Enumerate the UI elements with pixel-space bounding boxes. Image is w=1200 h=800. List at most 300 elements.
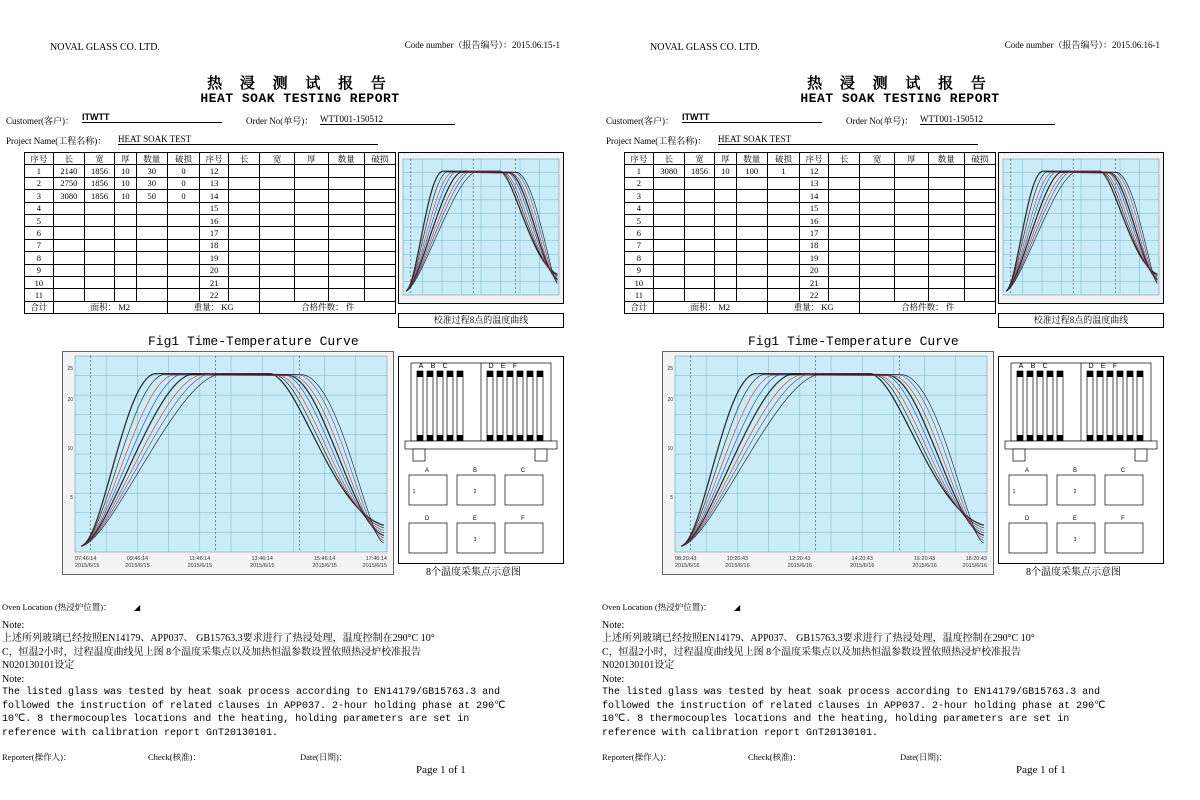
project-label: Project Name(工程名称)： xyxy=(606,136,707,146)
table-cell xyxy=(295,264,329,276)
table-row xyxy=(25,289,396,301)
location-box xyxy=(505,523,543,553)
sensor-bottom xyxy=(527,435,533,441)
table-cell xyxy=(167,202,199,214)
position-label: D xyxy=(488,363,494,370)
table-cell xyxy=(136,252,167,264)
table-cell: 0 xyxy=(167,165,199,177)
rack-base xyxy=(1005,441,1157,449)
project-value: HEAT SOAK TEST xyxy=(118,134,378,145)
table-cell xyxy=(364,289,395,301)
table-cell xyxy=(895,227,929,239)
table-row xyxy=(625,239,996,251)
table-cell xyxy=(895,190,929,202)
glass-pane xyxy=(1127,371,1133,441)
table-cell xyxy=(136,227,167,239)
x-tick-label: 09:46:14 2015/6/15 xyxy=(125,556,150,569)
position-label: A xyxy=(1018,363,1024,370)
code-number: Code number（报告编号）：2015.06.16-1 xyxy=(1004,40,1160,50)
table-cell xyxy=(328,202,364,214)
box-number: 3 xyxy=(473,537,477,543)
table-cell xyxy=(860,252,895,264)
table-cell xyxy=(167,252,199,264)
table-cell xyxy=(653,276,684,288)
table-cell: 数量 xyxy=(136,153,167,165)
table-cell xyxy=(829,227,860,239)
sensor-top xyxy=(507,371,513,377)
table-row xyxy=(625,165,996,177)
table-cell xyxy=(328,165,364,177)
note-line: 上述所列玻璃已经按照EN14179、APP037、 GB15763.3要求进行了热浸处理，温度控制在290°C 10° xyxy=(2,633,435,644)
table-cell xyxy=(736,239,767,251)
table-cell xyxy=(167,276,199,288)
table-cell: 宽 xyxy=(85,153,115,165)
table-cell: 18 xyxy=(800,239,829,251)
time-temperature-plot xyxy=(662,351,994,575)
table-cell xyxy=(295,289,329,301)
table-header-row xyxy=(25,153,396,165)
table-cell xyxy=(260,239,295,251)
table-cell xyxy=(229,190,260,202)
table-cell: 0 xyxy=(167,190,199,202)
note-line: reference with calibration report GnT20130101. xyxy=(2,728,279,740)
table-cell xyxy=(767,177,799,189)
table-cell: 30 xyxy=(136,177,167,189)
location-box xyxy=(505,475,543,505)
total-cell: 重量： KG xyxy=(767,301,859,313)
sensor-bottom xyxy=(1117,435,1123,441)
thermocouple-diagram xyxy=(998,356,1164,564)
note-label-cn: Note: xyxy=(602,620,625,631)
table-cell xyxy=(364,264,395,276)
table-cell xyxy=(767,239,799,251)
table-cell xyxy=(860,227,895,239)
glass-pane xyxy=(1087,371,1093,441)
table-cell xyxy=(167,227,199,239)
table-cell xyxy=(860,289,895,301)
table-cell xyxy=(964,276,995,288)
table-cell xyxy=(964,165,995,177)
table-cell xyxy=(229,227,260,239)
table-cell: 16 xyxy=(800,214,829,226)
calibration-caption: 校准过程8点的温度曲线 xyxy=(998,313,1164,328)
table-cell xyxy=(829,190,860,202)
table-cell xyxy=(653,214,684,226)
code-number: Code number（报告编号）：2015.06.15-1 xyxy=(404,40,560,50)
table-cell xyxy=(715,276,737,288)
table-cell: 18 xyxy=(200,239,229,251)
table-cell xyxy=(260,177,295,189)
table-cell xyxy=(928,214,964,226)
y-tick-label: 25 xyxy=(67,365,73,372)
title-english: HEAT SOAK TESTING REPORT xyxy=(800,91,1000,106)
company-name: NOVAL GLASS CO. LTD. xyxy=(50,42,160,53)
glass-pane xyxy=(527,371,533,441)
table-cell xyxy=(767,202,799,214)
table-cell xyxy=(85,276,115,288)
table-cell xyxy=(895,264,929,276)
table-cell xyxy=(928,264,964,276)
rack-foot xyxy=(1135,449,1147,461)
table-cell xyxy=(860,264,895,276)
table-cell xyxy=(653,264,684,276)
glass-pane xyxy=(507,371,513,441)
table-row xyxy=(625,202,996,214)
table-cell xyxy=(715,264,737,276)
table-cell xyxy=(328,264,364,276)
table-cell: 序号 xyxy=(800,153,829,165)
table-cell xyxy=(260,252,295,264)
x-tick-label: 08:20:43 2015/6/16 xyxy=(675,556,700,569)
thermocouple-caption: 8个温度采集点示意图 xyxy=(1026,567,1121,578)
table-row xyxy=(625,190,996,202)
sensor-top xyxy=(1017,371,1023,377)
table-cell: 宽 xyxy=(860,153,895,165)
table-cell xyxy=(895,289,929,301)
table-cell xyxy=(295,165,329,177)
sensor-bottom xyxy=(457,435,463,441)
oven-mark: ◢ xyxy=(134,603,141,612)
table-cell xyxy=(829,177,860,189)
thermocouple-caption: 8个温度采集点示意图 xyxy=(426,567,521,578)
table-cell xyxy=(895,177,929,189)
table-cell: 数量 xyxy=(736,153,767,165)
report-page-2 xyxy=(600,0,1200,800)
position-label: B xyxy=(430,363,436,370)
table-cell: 1856 xyxy=(85,165,115,177)
project-value: HEAT SOAK TEST xyxy=(718,134,978,145)
table-cell xyxy=(964,202,995,214)
note-line: 上述所列玻璃已经按照EN14179、APP037、 GB15763.3要求进行了热浸处理，温度控制在290°C 10° xyxy=(602,633,1035,644)
note-line: N020130101设定 xyxy=(602,660,675,671)
table-cell: 10 xyxy=(625,276,654,288)
note-line: reference with calibration report GnT20130101. xyxy=(602,728,879,740)
table-row xyxy=(25,177,396,189)
table-cell xyxy=(229,202,260,214)
table-cell xyxy=(829,276,860,288)
note-english xyxy=(602,686,1105,741)
box-label: F xyxy=(521,516,525,522)
box-label: B xyxy=(1072,468,1078,474)
table-cell xyxy=(964,252,995,264)
table-cell xyxy=(295,214,329,226)
x-tick-label: 15:46:14 2015/6/15 xyxy=(312,556,337,569)
table-cell xyxy=(260,190,295,202)
table-cell xyxy=(715,252,737,264)
customer-label: Customer(客户)： xyxy=(606,116,674,126)
table-cell xyxy=(715,177,737,189)
table-cell xyxy=(860,177,895,189)
table-cell xyxy=(295,227,329,239)
table-cell: 10 xyxy=(115,177,137,189)
glass-pane xyxy=(1137,371,1143,441)
table-cell xyxy=(715,190,737,202)
sensor-bottom xyxy=(447,435,453,441)
sensor-bottom xyxy=(1057,435,1063,441)
customer-label: Customer(客户)： xyxy=(6,116,74,126)
order-label: Order No(单号)： xyxy=(846,116,914,126)
table-cell xyxy=(115,289,137,301)
table-row xyxy=(625,227,996,239)
table-cell xyxy=(260,264,295,276)
table-row xyxy=(25,214,396,226)
table-cell xyxy=(964,264,995,276)
table-cell: 1856 xyxy=(685,165,715,177)
location-box xyxy=(409,523,447,553)
table-cell: 0 xyxy=(167,177,199,189)
table-cell xyxy=(53,264,84,276)
table-cell xyxy=(653,239,684,251)
time-temperature-svg xyxy=(63,352,393,574)
table-cell: 15 xyxy=(800,202,829,214)
table-cell: 2140 xyxy=(53,165,84,177)
date-label: Date(日期)： xyxy=(300,752,348,762)
sensor-top xyxy=(487,371,493,377)
table-cell xyxy=(229,276,260,288)
glass-pane xyxy=(537,371,543,441)
table-cell: 4 xyxy=(625,202,654,214)
x-tick-label: 17:46:14 2015/6/15 xyxy=(362,556,387,569)
page-number: Page 1 of 1 xyxy=(416,764,466,776)
table-cell xyxy=(829,239,860,251)
sensor-top xyxy=(1037,371,1043,377)
sensor-bottom xyxy=(1087,435,1093,441)
table-cell xyxy=(364,252,395,264)
position-label: C xyxy=(1042,363,1048,370)
table-cell xyxy=(229,289,260,301)
table-cell xyxy=(736,264,767,276)
table-cell xyxy=(895,252,929,264)
table-cell xyxy=(328,239,364,251)
table-cell xyxy=(895,202,929,214)
table-cell: 2 xyxy=(25,177,54,189)
table-cell: 6 xyxy=(25,227,54,239)
position-label: F xyxy=(1112,363,1118,370)
rack-foot xyxy=(1013,449,1025,461)
figure-title: Fig1 Time-Temperature Curve xyxy=(148,334,359,349)
table-cell xyxy=(364,190,395,202)
sensor-top xyxy=(1107,371,1113,377)
table-cell xyxy=(736,177,767,189)
y-tick-label: 20 xyxy=(67,397,73,404)
table-cell xyxy=(964,214,995,226)
table-cell: 1 xyxy=(625,165,654,177)
table-cell xyxy=(928,165,964,177)
total-cell: 合计 xyxy=(25,301,54,313)
table-cell: 21 xyxy=(800,276,829,288)
sensor-top xyxy=(1137,371,1143,377)
x-tick-label: 10:20:43 2015/6/16 xyxy=(725,556,750,569)
note-line: followed the instruction of related clauses in APP037. 2-hour holding phase at 290℃ xyxy=(2,700,506,712)
table-row xyxy=(25,252,396,264)
glass-spec-table xyxy=(24,152,396,314)
table-cell: 14 xyxy=(200,190,229,202)
glass-spec-table xyxy=(624,152,996,314)
total-cell: 合格件数： 件 xyxy=(260,301,396,313)
table-cell: 4 xyxy=(25,202,54,214)
table-cell xyxy=(328,177,364,189)
table-cell xyxy=(364,239,395,251)
table-cell xyxy=(136,239,167,251)
y-tick-label: 5 xyxy=(70,495,73,502)
table-cell xyxy=(653,252,684,264)
table-cell: 3 xyxy=(625,190,654,202)
calibration-chart xyxy=(398,152,564,304)
sensor-bottom xyxy=(427,435,433,441)
table-cell xyxy=(115,276,137,288)
table-cell xyxy=(964,239,995,251)
glass-pane xyxy=(1057,371,1063,441)
table-row xyxy=(25,227,396,239)
sensor-bottom xyxy=(417,435,423,441)
table-cell xyxy=(260,289,295,301)
glass-pane xyxy=(1027,371,1033,441)
table-cell: 1856 xyxy=(85,177,115,189)
sensor-bottom xyxy=(1017,435,1023,441)
table-cell: 1856 xyxy=(85,190,115,202)
box-label: F xyxy=(1121,516,1125,522)
table-row xyxy=(25,202,396,214)
table-cell: 破损 xyxy=(964,153,995,165)
table-cell xyxy=(53,202,84,214)
table-cell xyxy=(653,289,684,301)
box-label: E xyxy=(472,516,478,522)
table-cell xyxy=(364,177,395,189)
note-label-en: Note: xyxy=(602,674,625,685)
table-row xyxy=(625,264,996,276)
table-cell xyxy=(928,202,964,214)
title-english: HEAT SOAK TESTING REPORT xyxy=(200,91,400,106)
sensor-top xyxy=(517,371,523,377)
table-cell xyxy=(736,202,767,214)
sensor-bottom xyxy=(537,435,543,441)
table-cell xyxy=(964,177,995,189)
table-cell: 3080 xyxy=(53,190,84,202)
x-tick-label: 16:20:43 2015/6/16 xyxy=(912,556,937,569)
customer-value: ITWTT xyxy=(682,112,822,123)
table-cell xyxy=(860,202,895,214)
sensor-top xyxy=(527,371,533,377)
table-cell xyxy=(715,214,737,226)
x-tick-label: 13:46:14 2015/6/15 xyxy=(249,556,275,569)
calibration-chart xyxy=(998,152,1164,304)
table-cell xyxy=(115,214,137,226)
project-label: Project Name(工程名称)： xyxy=(6,136,107,146)
table-cell xyxy=(136,276,167,288)
table-cell xyxy=(767,227,799,239)
title-chinese: 热 浸 测 试 报 告 xyxy=(807,76,993,92)
table-cell: 16 xyxy=(200,214,229,226)
table-cell xyxy=(736,214,767,226)
table-cell: 长 xyxy=(829,153,860,165)
box-label: C xyxy=(1120,468,1126,474)
table-row xyxy=(25,264,396,276)
total-cell: 重量： KG xyxy=(167,301,259,313)
table-cell xyxy=(715,202,737,214)
table-cell: 厚 xyxy=(295,153,329,165)
table-cell xyxy=(53,239,84,251)
table-cell xyxy=(653,202,684,214)
table-cell xyxy=(136,202,167,214)
table-cell: 50 xyxy=(136,190,167,202)
table-cell xyxy=(928,190,964,202)
table-total-row xyxy=(25,301,396,313)
table-cell xyxy=(85,214,115,226)
table-cell xyxy=(260,214,295,226)
table-row xyxy=(625,214,996,226)
box-label: D xyxy=(1024,516,1030,522)
table-row xyxy=(25,190,396,202)
table-cell xyxy=(229,177,260,189)
total-cell: 合计 xyxy=(625,301,654,313)
location-box xyxy=(1009,523,1047,553)
position-label: C xyxy=(442,363,448,370)
table-row xyxy=(25,276,396,288)
table-cell xyxy=(229,214,260,226)
x-tick-label: 14:20:43 2015/6/16 xyxy=(849,556,875,569)
table-cell xyxy=(295,202,329,214)
table-cell xyxy=(295,239,329,251)
box-label: C xyxy=(520,468,526,474)
table-cell xyxy=(115,227,137,239)
table-cell xyxy=(53,276,84,288)
table-cell xyxy=(685,214,715,226)
table-cell xyxy=(364,214,395,226)
table-cell xyxy=(895,214,929,226)
location-box xyxy=(1105,475,1143,505)
sensor-top xyxy=(457,371,463,377)
table-cell xyxy=(85,264,115,276)
table-cell: 5 xyxy=(25,214,54,226)
table-cell xyxy=(829,264,860,276)
table-cell: 厚 xyxy=(895,153,929,165)
table-cell xyxy=(53,227,84,239)
table-row xyxy=(25,165,396,177)
table-row xyxy=(625,289,996,301)
table-cell xyxy=(829,252,860,264)
sensor-top xyxy=(1027,371,1033,377)
note-label-cn: Note: xyxy=(2,620,25,631)
table-cell xyxy=(115,252,137,264)
table-cell xyxy=(229,239,260,251)
order-value: WTT001-150512 xyxy=(920,114,1055,125)
table-cell xyxy=(860,276,895,288)
table-cell: 序号 xyxy=(200,153,229,165)
company-name: NOVAL GLASS CO. LTD. xyxy=(650,42,760,53)
table-cell xyxy=(328,289,364,301)
table-cell xyxy=(829,289,860,301)
table-cell: 9 xyxy=(625,264,654,276)
table-cell xyxy=(85,289,115,301)
table-cell: 长 xyxy=(53,153,84,165)
table-cell xyxy=(364,276,395,288)
reporter-label: Reporter(操作人)： xyxy=(2,752,72,762)
rack-foot xyxy=(535,449,547,461)
thermocouple-diagram xyxy=(398,356,564,564)
table-cell: 12 xyxy=(200,165,229,177)
table-row xyxy=(25,239,396,251)
thermocouple-svg xyxy=(999,357,1163,563)
y-tick-label: 5 xyxy=(670,495,673,502)
sensor-top xyxy=(427,371,433,377)
table-cell xyxy=(767,264,799,276)
table-cell xyxy=(328,227,364,239)
y-tick-label: 10 xyxy=(67,446,73,453)
sensor-bottom xyxy=(1127,435,1133,441)
table-cell xyxy=(260,227,295,239)
table-cell: 20 xyxy=(800,264,829,276)
sensor-bottom xyxy=(497,435,503,441)
